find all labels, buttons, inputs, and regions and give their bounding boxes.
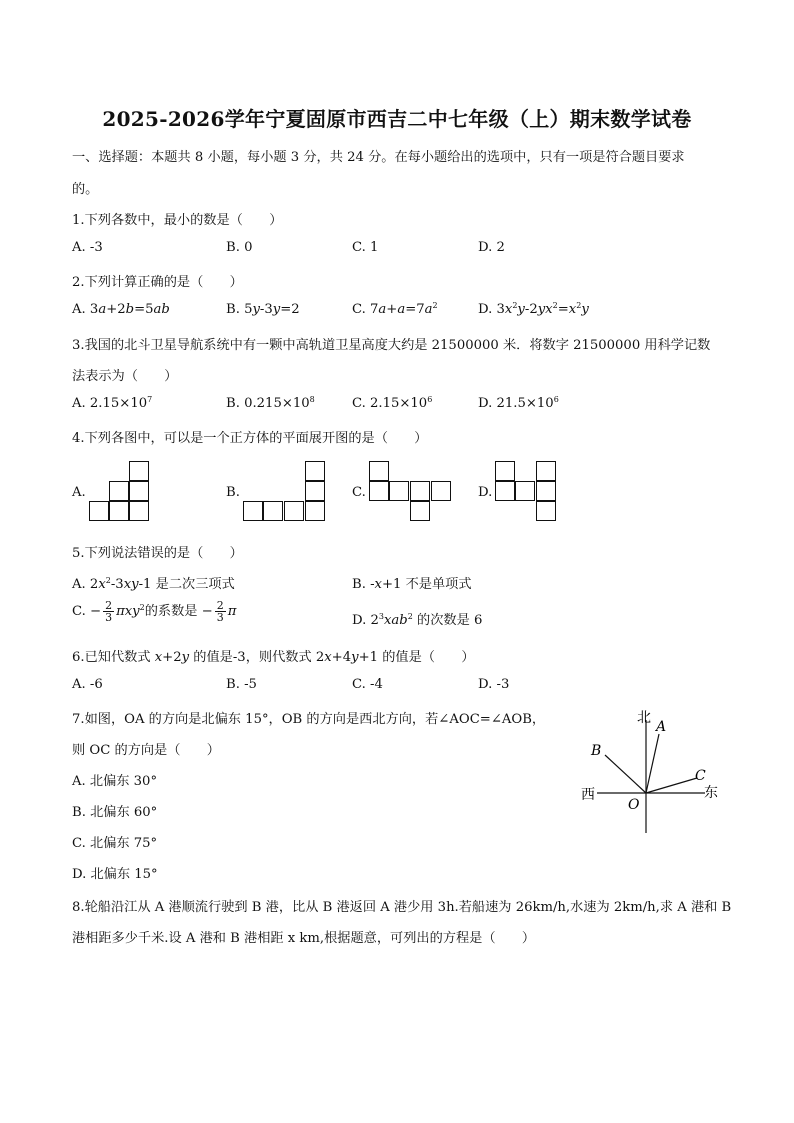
label-north: 北 [637, 710, 651, 726]
question-3-option-d: D. $21.5\times 10^6$ [478, 395, 559, 411]
question-7-option-d: D. 北偏东 15° [72, 867, 158, 882]
question-8-stem-line1: 8.轮船沿江从 A 港顺流行驶到 B 港，比从 B 港返回 A 港少用 3h.若船速为 26km/h,水速为 2km/h,求 A 港和 B [72, 900, 732, 915]
question-5-option-a: A. $2x^2-3xy-1$ 是二次三项式 [72, 576, 235, 592]
question-1-option-b: B. 0 [226, 240, 253, 255]
question-3-option-c: C. $2.15\times 10^6$ [352, 395, 433, 411]
question-5-option-c: C. − $\frac{2}{3}$ πxy$^2$的系数是 − $\frac{2}{3}$ π [72, 599, 237, 624]
question-2-stem: 2.下列计算正确的是（ ） [72, 275, 243, 290]
question-5-stem: 5.下列说法错误的是（ ） [72, 546, 243, 561]
question-6-option-b: B. -5 [226, 677, 257, 692]
question-1-option-d: D. 2 [478, 240, 505, 255]
question-3-option-a: A. $2.15\times 10^7$ [72, 395, 153, 411]
label-c: C [695, 768, 706, 784]
ray-oa [646, 734, 659, 793]
question-4-label-d: D. [478, 485, 493, 500]
question-4-label-a: A. [72, 485, 86, 500]
question-7-option-c: C. 北偏东 75° [72, 836, 158, 851]
question-7-option-a: A. 北偏东 30° [72, 774, 158, 789]
question-1-stem: 1.下列各数中，最小的数是（ ） [72, 213, 283, 228]
question-1-option-a: A. -3 [72, 240, 103, 255]
question-4-label-b: B. [226, 485, 240, 500]
question-6-stem: 6.已知代数式 x+2y 的值是-3，则代数式 2x+4y+1 的值是（ ） [72, 650, 475, 665]
label-east: 东 [704, 785, 718, 801]
question-2-option-b: B. 5y-3y=2 [226, 302, 300, 317]
question-7-stem-line1: 7.如图，OA 的方向是北偏东 15°，OB 的方向是西北方向，若∠AOC=∠AOB， [72, 712, 546, 727]
question-8-stem-line2: 港相距多少千米.设 A 港和 B 港相距 x km,根据题意，可列出的方程是（ ） [72, 931, 536, 946]
question-6-option-c: C. -4 [352, 677, 383, 692]
question-5-option-b: B. -x+1 不是单项式 [352, 577, 472, 592]
question-6-option-a: A. -6 [72, 677, 103, 692]
section-header-line2: 的。 [72, 182, 99, 197]
question-3-option-b: B. $0.215\times 10^8$ [226, 395, 315, 411]
question-1-option-c: C. 1 [352, 240, 379, 255]
ray-oc [646, 778, 697, 793]
question-2-option-c: C. $7a+a=7a^2$ [352, 301, 438, 317]
ray-ob [605, 755, 646, 793]
question-3-stem-line2: 法表示为（ ） [72, 369, 178, 384]
section-header-line1: 一、选择题：本题共 8 小题，每小题 3 分，共 24 分。在每小题给出的选项中，只有一项是符合题目要求 [72, 150, 685, 165]
question-2-option-a: A. 3a+2b=5ab [72, 302, 170, 317]
question-3-stem-line1: 3.我国的北斗卫星导航系统中有一颗中高轨道卫星高度大约是 21500000 米．将数字 21500000 用科学记数 [72, 338, 711, 353]
question-7-stem-line2: 则 OC 的方向是（ ） [72, 743, 220, 758]
page-title: 2025-2026学年宁夏固原市西吉二中七年级（上）期末数学试卷 [102, 107, 692, 131]
label-a: A [656, 719, 667, 735]
question-6-option-d: D. -3 [478, 677, 510, 692]
question-5-option-d: D. $2^3xab^2$ 的次数是 6 [352, 612, 483, 628]
question-2-option-d: D. $3x^2y-2yx^2=x^2y$ [478, 301, 589, 317]
label-west: 西 [581, 787, 595, 803]
direction-diagram [575, 700, 725, 840]
label-o: O [628, 797, 640, 813]
label-b: B [591, 743, 602, 759]
question-4-stem: 4.下列各图中，可以是一个正方体的平面展开图的是（ ） [72, 431, 428, 446]
question-4-label-c: C. [352, 485, 366, 500]
question-7-option-b: B. 北偏东 60° [72, 805, 158, 820]
